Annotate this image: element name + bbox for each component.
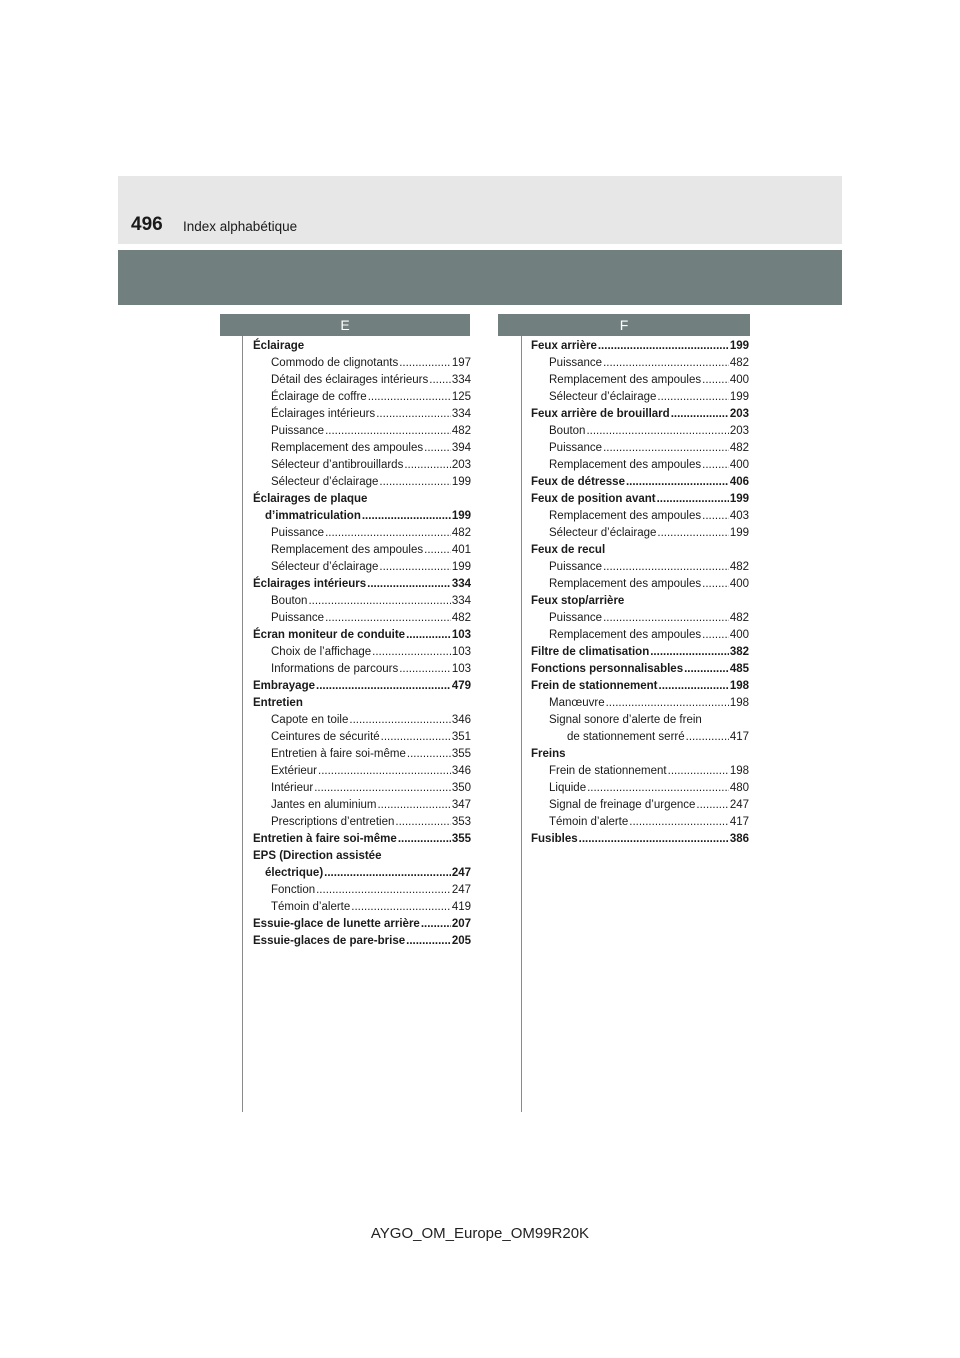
index-entry-page: 103 (451, 629, 471, 641)
index-entry (253, 372, 471, 389)
index-entry-text: Bouton (271, 595, 308, 607)
dot-leader (598, 338, 729, 355)
index-entry-text: Remplacement des ampoules (271, 442, 424, 454)
index-entry (253, 576, 471, 593)
index-entry-text: Commodo de clignotants (271, 357, 399, 369)
dot-leader (657, 389, 728, 406)
index-entry-page: 482 (451, 425, 471, 437)
index-entry-page: 103 (451, 663, 471, 675)
dot-leader (657, 491, 729, 508)
index-entry (531, 797, 749, 814)
index-entry-page: 198 (729, 697, 749, 709)
index-entry (531, 525, 749, 542)
index-entry-text: Puissance (271, 527, 325, 539)
index-entry (531, 593, 749, 610)
index-entry (253, 525, 471, 542)
index-entry-page: 334 (451, 374, 471, 386)
dot-leader (379, 474, 450, 491)
index-entry-text: Témoin d’alerte (271, 901, 351, 913)
index-entry-page: 207 (451, 918, 471, 930)
dot-leader (377, 797, 450, 814)
index-entry-text: Témoin d’alerte (549, 816, 629, 828)
index-entry (531, 729, 749, 746)
index-entry-text: Filtre de climatisation (531, 646, 650, 658)
index-entry-text: Sélecteur d’éclairage (271, 561, 379, 573)
index-entry-page: 203 (729, 425, 749, 437)
index-entry-text: Feux arrière de brouillard (531, 408, 670, 420)
index-entry-text: Puissance (549, 612, 603, 624)
dot-leader (603, 440, 729, 457)
index-entry (531, 644, 749, 661)
index-entry-text: Entretien (253, 697, 303, 709)
index-entry-text: Fusibles (531, 833, 578, 845)
index-entry-text: de stationnement serré (567, 731, 685, 743)
dot-leader (381, 729, 451, 746)
index-entry-page: 400 (729, 578, 749, 590)
index-entry-page: 400 (729, 629, 749, 641)
index-entry-text: Ceintures de sécurité (271, 731, 380, 743)
index-entry (531, 491, 749, 508)
index-entry-page: 400 (729, 459, 749, 471)
index-entry (253, 831, 471, 848)
index-entry-text: Remplacement des ampoules (549, 629, 702, 641)
index-entry (531, 661, 749, 678)
index-entry-page: 346 (451, 765, 471, 777)
index-entry (253, 338, 471, 355)
dot-leader (406, 627, 451, 644)
index-entry-page: 125 (451, 391, 471, 403)
index-entry (531, 355, 749, 372)
index-entry (253, 491, 471, 508)
index-entry-text: Sélecteur d’éclairage (549, 391, 657, 403)
index-entry (253, 933, 471, 950)
index-entry-text: Fonctions personnalisables (531, 663, 684, 675)
index-entry (253, 678, 471, 695)
dot-leader (684, 661, 729, 678)
index-column-e (253, 338, 471, 950)
index-entry (253, 780, 471, 797)
index-entry-text: Puissance (271, 612, 325, 624)
index-entry-text: électrique) (265, 867, 324, 879)
index-entry-text: Sélecteur d’éclairage (549, 527, 657, 539)
index-entry-page: 197 (451, 357, 471, 369)
index-entry-text: Remplacement des ampoules (549, 459, 702, 471)
index-entry-text: Feux stop/arrière (531, 595, 625, 607)
dot-leader (376, 406, 451, 423)
index-entry-text: Remplacement des ampoules (549, 374, 702, 386)
index-entry (531, 542, 749, 559)
dot-leader (368, 389, 451, 406)
index-entry (253, 542, 471, 559)
index-entry-text: Choix de l’affichage (271, 646, 372, 658)
dot-leader (399, 661, 451, 678)
index-entry (531, 559, 749, 576)
index-entry-page: 203 (729, 408, 749, 420)
index-entry (531, 423, 749, 440)
index-entry-text: Frein de stationnement (531, 680, 658, 692)
index-entry (253, 695, 471, 712)
dot-leader (406, 933, 451, 950)
index-entry (253, 746, 471, 763)
dot-leader (325, 423, 451, 440)
index-entry (253, 508, 471, 525)
column-rule-left (242, 336, 243, 1112)
dot-leader (696, 797, 728, 814)
dot-leader (603, 559, 729, 576)
index-entry (253, 457, 471, 474)
document-code-footer: AYGO_OM_Europe_OM99R20K (370, 1225, 590, 1242)
index-entry-text: Puissance (549, 561, 603, 573)
dot-leader (606, 695, 729, 712)
index-entry (531, 695, 749, 712)
index-entry (253, 899, 471, 916)
index-entry (531, 389, 749, 406)
index-entry-page: 417 (729, 816, 749, 828)
index-entry (531, 627, 749, 644)
index-entry (253, 848, 471, 865)
index-entry-page: 199 (729, 493, 749, 505)
index-entry-text: Sélecteur d’antibrouillards (271, 459, 404, 471)
column-rule-right (521, 336, 522, 1112)
index-entry-page: 198 (729, 765, 749, 777)
section-title: Index alphabétique (183, 219, 298, 234)
index-entry (253, 627, 471, 644)
dot-leader (324, 865, 451, 882)
index-entry (253, 474, 471, 491)
dot-leader (671, 406, 729, 423)
page-number: 496 (131, 214, 163, 235)
index-entry-text: d’immatriculation (265, 510, 361, 522)
index-entry-text: Écran moniteur de conduite (253, 629, 406, 641)
index-entry (253, 389, 471, 406)
index-entry-text: Éclairages de plaque (253, 493, 368, 505)
dot-leader (349, 712, 450, 729)
index-entry-text: Feux arrière (531, 340, 597, 352)
index-entry (531, 780, 749, 797)
index-entry (531, 610, 749, 627)
dot-leader (399, 355, 451, 372)
index-entry-text: Capote en toile (271, 714, 349, 726)
index-entry-page: 382 (729, 646, 749, 658)
dot-leader (702, 576, 729, 593)
dot-leader (603, 610, 729, 627)
index-entry-page: 355 (451, 833, 471, 845)
index-entry-text: Éclairages intérieurs (271, 408, 376, 420)
index-entry-page: 355 (451, 748, 471, 760)
index-entry (531, 763, 749, 780)
index-entry-text: Signal de freinage d’urgence (549, 799, 696, 811)
index-entry-page: 205 (451, 935, 471, 947)
index-entry (531, 508, 749, 525)
index-entry-text: Détail des éclairages intérieurs (271, 374, 429, 386)
index-entry-text: Éclairage de coffre (271, 391, 367, 403)
index-entry (531, 406, 749, 423)
index-entry (253, 559, 471, 576)
dot-leader (395, 814, 450, 831)
index-entry (253, 406, 471, 423)
index-entry-text: Freins (531, 748, 566, 760)
index-entry (531, 440, 749, 457)
index-entry (531, 831, 749, 848)
dot-leader (318, 763, 451, 780)
dot-leader (702, 457, 729, 474)
index-entry (531, 746, 749, 763)
index-entry-text: Embrayage (253, 680, 316, 692)
index-entry-page: 247 (451, 867, 471, 879)
dot-leader (404, 457, 450, 474)
index-entry (531, 338, 749, 355)
index-entry-page: 247 (451, 884, 471, 896)
index-entry (253, 712, 471, 729)
dot-leader (407, 746, 451, 763)
index-entry-page: 199 (729, 391, 749, 403)
index-entry (531, 576, 749, 593)
dot-leader (362, 508, 451, 525)
index-entry (531, 814, 749, 831)
index-entry-text: Puissance (549, 442, 603, 454)
header-dark-band (118, 250, 842, 305)
index-entry-text: Feux de recul (531, 544, 606, 556)
index-entry-page: 198 (729, 680, 749, 692)
dot-leader (702, 627, 729, 644)
index-entry-text: Feux de détresse (531, 476, 625, 488)
index-entry-text: Éclairage (253, 340, 305, 352)
index-entry-page: 334 (451, 578, 471, 590)
dot-leader (650, 644, 729, 661)
dot-leader (686, 729, 729, 746)
index-entry-text: EPS (Direction assistée (253, 850, 382, 862)
index-entry (531, 712, 749, 729)
index-entry-page: 482 (451, 612, 471, 624)
dot-leader (308, 593, 450, 610)
index-entry (253, 865, 471, 882)
index-entry-text: Remplacement des ampoules (271, 544, 424, 556)
dot-leader (586, 423, 728, 440)
dot-leader (325, 610, 451, 627)
index-entry-page: 482 (729, 612, 749, 624)
index-entry-text: Puissance (549, 357, 603, 369)
dot-leader (325, 525, 451, 542)
index-entry-page: 417 (729, 731, 749, 743)
dot-leader (316, 882, 451, 899)
letter-header-f: F (498, 314, 750, 336)
index-entry-page: 482 (729, 357, 749, 369)
index-entry-page: 203 (451, 459, 471, 471)
dot-leader (367, 576, 451, 593)
index-entry-text: Manœuvre (549, 697, 605, 709)
index-entry-page: 353 (451, 816, 471, 828)
index-entry-page: 482 (451, 527, 471, 539)
index-entry-page: 479 (451, 680, 471, 692)
index-entry-page: 103 (451, 646, 471, 658)
index-entry-page: 403 (729, 510, 749, 522)
index-entry-text: Frein de stationnement (549, 765, 667, 777)
index-entry-page: 419 (451, 901, 471, 913)
index-entry-text: Bouton (549, 425, 586, 437)
index-entry (253, 882, 471, 899)
index-entry-page: 386 (729, 833, 749, 845)
index-entry (253, 797, 471, 814)
index-entry (531, 372, 749, 389)
index-entry-page: 334 (451, 595, 471, 607)
index-entry (253, 644, 471, 661)
index-entry-text: Intérieur (271, 782, 314, 794)
index-entry (531, 678, 749, 695)
index-entry-page: 199 (451, 510, 471, 522)
index-entry (253, 355, 471, 372)
index-entry (253, 440, 471, 457)
index-entry-page: 482 (729, 442, 749, 454)
index-entry (253, 763, 471, 780)
index-entry (253, 814, 471, 831)
index-entry-page: 334 (451, 408, 471, 420)
dot-leader (579, 831, 729, 848)
index-entry-text: Prescriptions d’entretien (271, 816, 395, 828)
dot-leader (668, 763, 729, 780)
index-entry-page: 199 (729, 340, 749, 352)
dot-leader (626, 474, 729, 491)
index-entry-page: 480 (729, 782, 749, 794)
dot-leader (657, 525, 728, 542)
index-entry (253, 916, 471, 933)
index-entry-page: 394 (451, 442, 471, 454)
dot-leader (587, 780, 729, 797)
index-entry-text: Remplacement des ampoules (549, 578, 702, 590)
index-entry-text: Signal sonore d’alerte de frein (549, 714, 702, 726)
index-entry-text: Sélecteur d’éclairage (271, 476, 379, 488)
index-entry-text: Jantes en aluminium (271, 799, 377, 811)
dot-leader (351, 899, 451, 916)
index-entry-page: 351 (451, 731, 471, 743)
index-entry-page: 199 (451, 561, 471, 573)
index-entry-text: Liquide (549, 782, 587, 794)
index-entry-page: 485 (729, 663, 749, 675)
index-entry-page: 199 (451, 476, 471, 488)
index-entry-page: 347 (451, 799, 471, 811)
index-entry-page: 400 (729, 374, 749, 386)
index-entry-page: 406 (729, 476, 749, 488)
dot-leader (629, 814, 729, 831)
dot-leader (314, 780, 451, 797)
index-entry-text: Informations de parcours (271, 663, 399, 675)
dot-leader (379, 559, 450, 576)
index-entry (253, 423, 471, 440)
dot-leader (429, 372, 451, 389)
index-entry-text: Extérieur (271, 765, 318, 777)
dot-leader (372, 644, 451, 661)
index-entry-text: Fonction (271, 884, 316, 896)
dot-leader (316, 678, 451, 695)
index-entry-text: Entretien à faire soi-même (271, 748, 406, 760)
index-entry-page: 401 (451, 544, 471, 556)
letter-header-e: E (220, 314, 470, 336)
index-entry-page: 482 (729, 561, 749, 573)
index-entry-text: Essuie-glaces de pare-brise (253, 935, 406, 947)
index-entry (253, 610, 471, 627)
dot-leader (702, 372, 729, 389)
dot-leader (659, 678, 729, 695)
index-entry (531, 457, 749, 474)
index-entry-text: Puissance (271, 425, 325, 437)
index-entry (531, 474, 749, 491)
index-entry-page: 247 (729, 799, 749, 811)
index-entry-text: Entretien à faire soi-même (253, 833, 397, 845)
index-entry (253, 661, 471, 678)
index-entry-page: 199 (729, 527, 749, 539)
index-entry-page: 350 (451, 782, 471, 794)
dot-leader (702, 508, 729, 525)
index-entry-text: Feux de position avant (531, 493, 656, 505)
dot-leader (424, 542, 451, 559)
index-entry-text: Éclairages intérieurs (253, 578, 367, 590)
index-column-f (531, 338, 749, 848)
dot-leader (603, 355, 729, 372)
index-entry (253, 593, 471, 610)
index-entry (253, 729, 471, 746)
dot-leader (398, 831, 451, 848)
dot-leader (421, 916, 451, 933)
index-entry-text: Remplacement des ampoules (549, 510, 702, 522)
dot-leader (424, 440, 451, 457)
index-entry-text: Essuie-glace de lunette arrière (253, 918, 420, 930)
index-entry-page: 346 (451, 714, 471, 726)
